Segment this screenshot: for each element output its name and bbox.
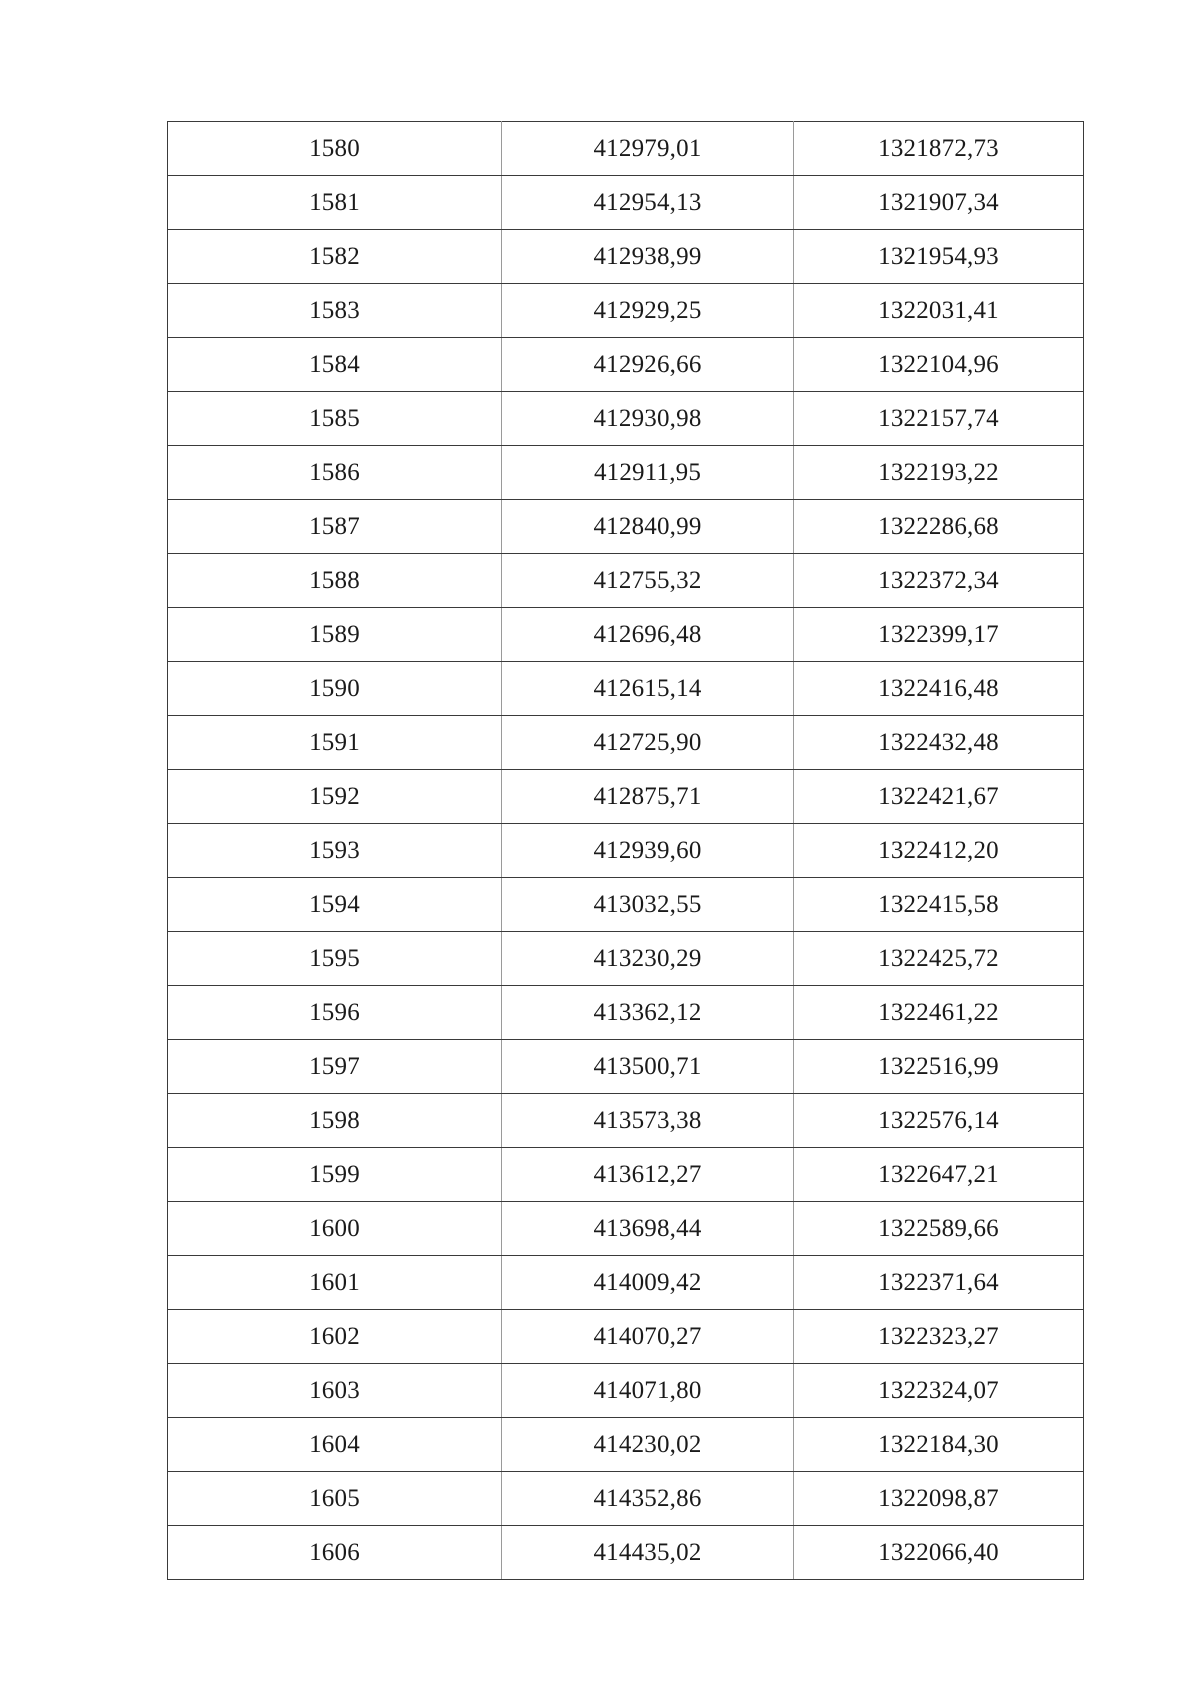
point-number-cell: 1602 (168, 1310, 502, 1364)
coordinates-table-body (168, 122, 1084, 1580)
point-number-cell: 1583 (168, 284, 502, 338)
x-coordinate-cell: 412755,32 (502, 554, 794, 608)
point-number-cell: 1591 (168, 716, 502, 770)
y-coordinate-cell: 1322372,34 (794, 554, 1084, 608)
point-number-cell: 1582 (168, 230, 502, 284)
y-coordinate-cell: 1322516,99 (794, 1040, 1084, 1094)
table-row (168, 392, 1084, 446)
y-coordinate-cell: 1321872,73 (794, 122, 1084, 176)
y-coordinate-cell: 1322461,22 (794, 986, 1084, 1040)
x-coordinate-cell: 412930,98 (502, 392, 794, 446)
point-number-cell: 1589 (168, 608, 502, 662)
y-coordinate-cell: 1322421,67 (794, 770, 1084, 824)
table-row (168, 1202, 1084, 1256)
table-row (168, 500, 1084, 554)
x-coordinate-cell: 414230,02 (502, 1418, 794, 1472)
x-coordinate-cell: 412875,71 (502, 770, 794, 824)
point-number-cell: 1593 (168, 824, 502, 878)
x-coordinate-cell: 414009,42 (502, 1256, 794, 1310)
y-coordinate-cell: 1322415,58 (794, 878, 1084, 932)
x-coordinate-cell: 414070,27 (502, 1310, 794, 1364)
x-coordinate-cell: 413573,38 (502, 1094, 794, 1148)
coordinates-table (167, 121, 1084, 1580)
y-coordinate-cell: 1322371,64 (794, 1256, 1084, 1310)
x-coordinate-cell: 412615,14 (502, 662, 794, 716)
x-coordinate-cell: 413612,27 (502, 1148, 794, 1202)
y-coordinate-cell: 1322412,20 (794, 824, 1084, 878)
point-number-cell: 1596 (168, 986, 502, 1040)
y-coordinate-cell: 1322324,07 (794, 1364, 1084, 1418)
x-coordinate-cell: 413698,44 (502, 1202, 794, 1256)
x-coordinate-cell: 412938,99 (502, 230, 794, 284)
table-row (168, 1256, 1084, 1310)
point-number-cell: 1595 (168, 932, 502, 986)
x-coordinate-cell: 413362,12 (502, 986, 794, 1040)
point-number-cell: 1598 (168, 1094, 502, 1148)
x-coordinate-cell: 413230,29 (502, 932, 794, 986)
y-coordinate-cell: 1321907,34 (794, 176, 1084, 230)
point-number-cell: 1584 (168, 338, 502, 392)
x-coordinate-cell: 412725,90 (502, 716, 794, 770)
point-number-cell: 1597 (168, 1040, 502, 1094)
table-row (168, 716, 1084, 770)
point-number-cell: 1580 (168, 122, 502, 176)
y-coordinate-cell: 1322104,96 (794, 338, 1084, 392)
y-coordinate-cell: 1322031,41 (794, 284, 1084, 338)
x-coordinate-cell: 412911,95 (502, 446, 794, 500)
table-row (168, 662, 1084, 716)
y-coordinate-cell: 1322286,68 (794, 500, 1084, 554)
point-number-cell: 1601 (168, 1256, 502, 1310)
table-row (168, 176, 1084, 230)
table-row (168, 338, 1084, 392)
point-number-cell: 1603 (168, 1364, 502, 1418)
y-coordinate-cell: 1322589,66 (794, 1202, 1084, 1256)
point-number-cell: 1590 (168, 662, 502, 716)
point-number-cell: 1587 (168, 500, 502, 554)
x-coordinate-cell: 414352,86 (502, 1472, 794, 1526)
table-row (168, 1094, 1084, 1148)
y-coordinate-cell: 1321954,93 (794, 230, 1084, 284)
point-number-cell: 1586 (168, 446, 502, 500)
table-row (168, 284, 1084, 338)
y-coordinate-cell: 1322399,17 (794, 608, 1084, 662)
y-coordinate-cell: 1322416,48 (794, 662, 1084, 716)
point-number-cell: 1581 (168, 176, 502, 230)
table-row (168, 986, 1084, 1040)
x-coordinate-cell: 412696,48 (502, 608, 794, 662)
y-coordinate-cell: 1322323,27 (794, 1310, 1084, 1364)
table-row (168, 230, 1084, 284)
point-number-cell: 1594 (168, 878, 502, 932)
table-row (168, 1148, 1084, 1202)
point-number-cell: 1606 (168, 1526, 502, 1580)
table-row (168, 446, 1084, 500)
x-coordinate-cell: 412939,60 (502, 824, 794, 878)
table-row (168, 122, 1084, 176)
point-number-cell: 1604 (168, 1418, 502, 1472)
point-number-cell: 1585 (168, 392, 502, 446)
y-coordinate-cell: 1322193,22 (794, 446, 1084, 500)
y-coordinate-cell: 1322425,72 (794, 932, 1084, 986)
x-coordinate-cell: 412840,99 (502, 500, 794, 554)
point-number-cell: 1599 (168, 1148, 502, 1202)
x-coordinate-cell: 414435,02 (502, 1526, 794, 1580)
point-number-cell: 1605 (168, 1472, 502, 1526)
table-row (168, 1472, 1084, 1526)
y-coordinate-cell: 1322576,14 (794, 1094, 1084, 1148)
y-coordinate-cell: 1322066,40 (794, 1526, 1084, 1580)
table-row (168, 878, 1084, 932)
table-row (168, 1526, 1084, 1580)
y-coordinate-cell: 1322157,74 (794, 392, 1084, 446)
y-coordinate-cell: 1322184,30 (794, 1418, 1084, 1472)
table-row (168, 1418, 1084, 1472)
x-coordinate-cell: 412926,66 (502, 338, 794, 392)
point-number-cell: 1600 (168, 1202, 502, 1256)
table-row (168, 824, 1084, 878)
table-row (168, 932, 1084, 986)
table-row (168, 554, 1084, 608)
table-row (168, 1364, 1084, 1418)
x-coordinate-cell: 413032,55 (502, 878, 794, 932)
table-row (168, 1040, 1084, 1094)
point-number-cell: 1588 (168, 554, 502, 608)
y-coordinate-cell: 1322647,21 (794, 1148, 1084, 1202)
x-coordinate-cell: 412954,13 (502, 176, 794, 230)
y-coordinate-cell: 1322098,87 (794, 1472, 1084, 1526)
point-number-cell: 1592 (168, 770, 502, 824)
x-coordinate-cell: 412979,01 (502, 122, 794, 176)
x-coordinate-cell: 412929,25 (502, 284, 794, 338)
table-row (168, 1310, 1084, 1364)
table-row (168, 608, 1084, 662)
x-coordinate-cell: 414071,80 (502, 1364, 794, 1418)
x-coordinate-cell: 413500,71 (502, 1040, 794, 1094)
y-coordinate-cell: 1322432,48 (794, 716, 1084, 770)
table-row (168, 770, 1084, 824)
